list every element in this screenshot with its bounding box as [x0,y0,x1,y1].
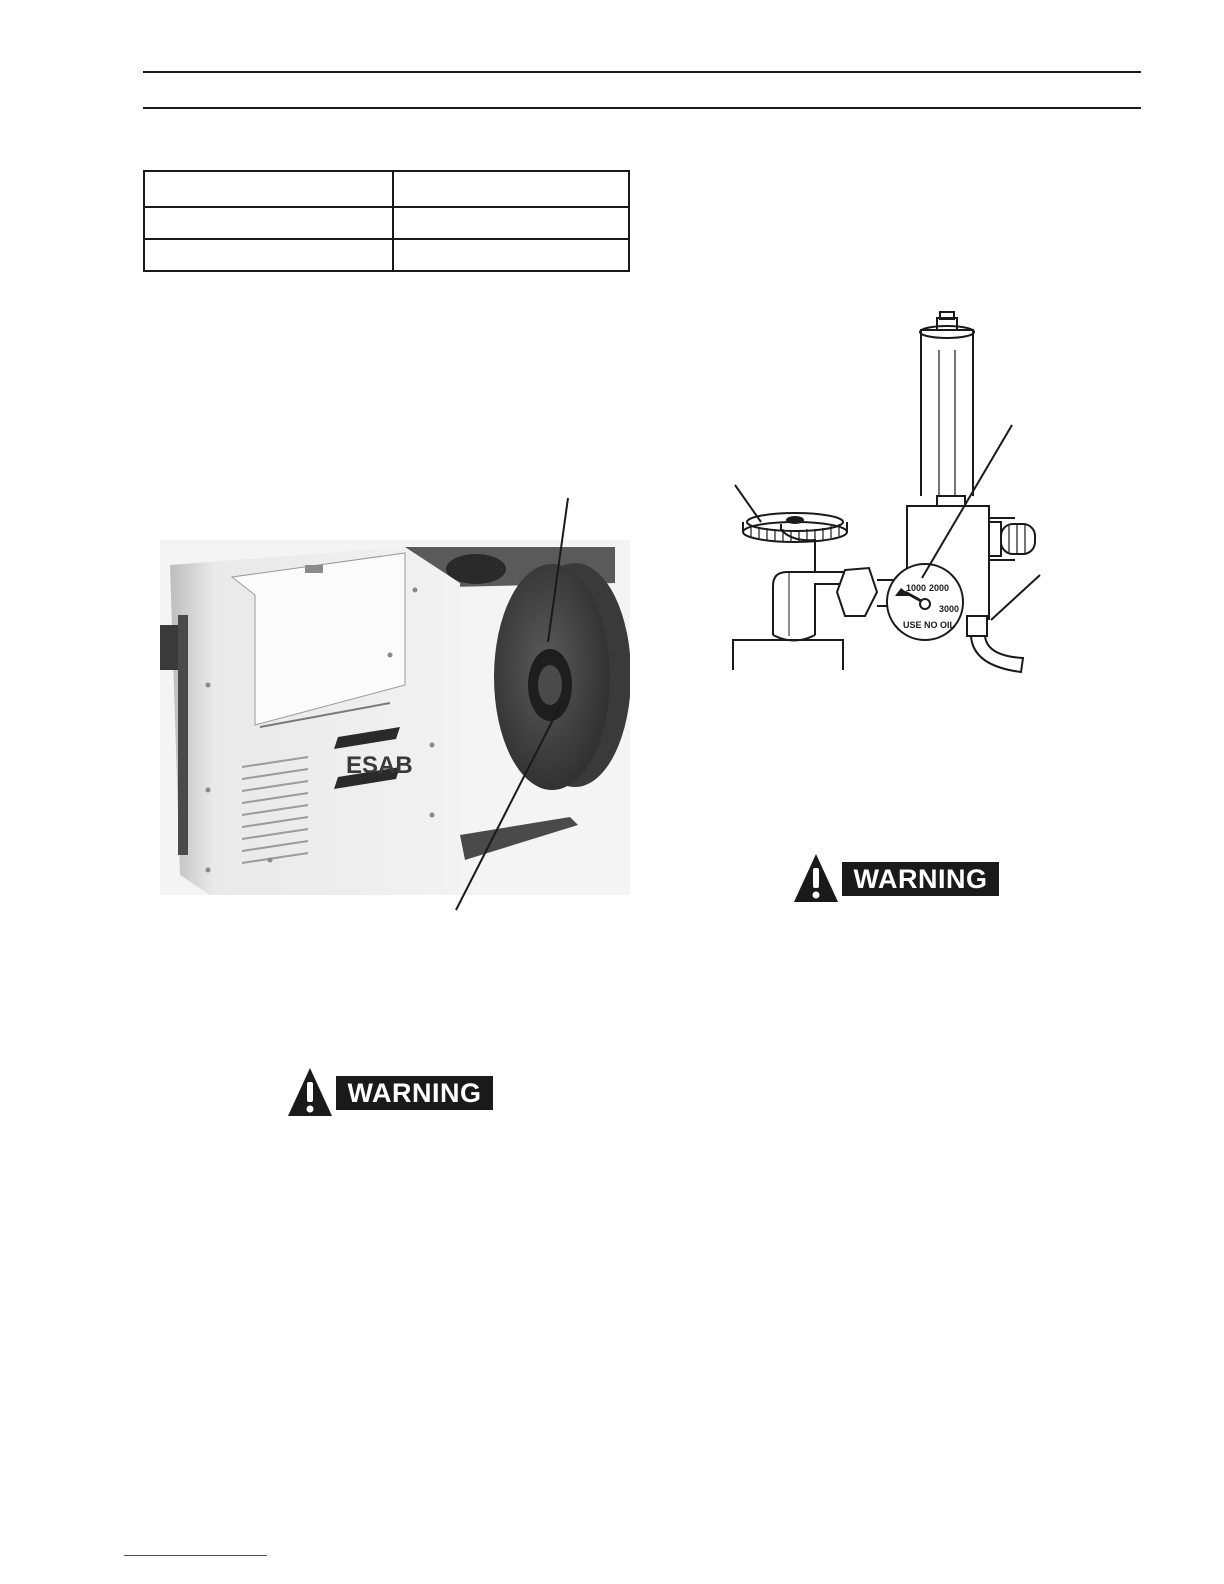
gauge-label: USE NO OIL [903,620,956,630]
header-rule-top [143,71,1141,73]
callout-line-handwheel [735,485,761,522]
warning-label-right: WARNING [842,862,999,896]
footer-link-underline[interactable] [124,1555,267,1556]
table-cell [393,207,629,239]
spec-table [143,170,630,272]
callout-line-spool [548,498,568,642]
warning-triangle-icon [286,1066,334,1118]
table-cell [144,207,393,239]
table-cell [144,239,393,271]
warning-sign-left [286,1066,496,1118]
table-cell [144,171,393,207]
table-row [144,207,629,239]
warning-triangle-icon [792,852,840,904]
gauge-tick-2000: 2000 [929,583,950,593]
table-row [144,171,629,207]
gauge-tick-1000: 1000 [906,583,927,593]
callout-line-fitting [991,575,1040,620]
table-cell [393,239,629,271]
warning-sign-right [792,852,1002,904]
gauge-tick-3000: 3000 [939,604,960,614]
esab-logo-text: ESAB [346,752,413,779]
table-row [144,239,629,271]
table-cell [393,171,629,207]
warning-label-left: WARNING [336,1076,493,1110]
regulator-drawing [725,310,1060,680]
photo-callout-lines [440,490,580,915]
callout-line-hub [456,702,562,910]
header-rule-bottom [143,107,1141,109]
